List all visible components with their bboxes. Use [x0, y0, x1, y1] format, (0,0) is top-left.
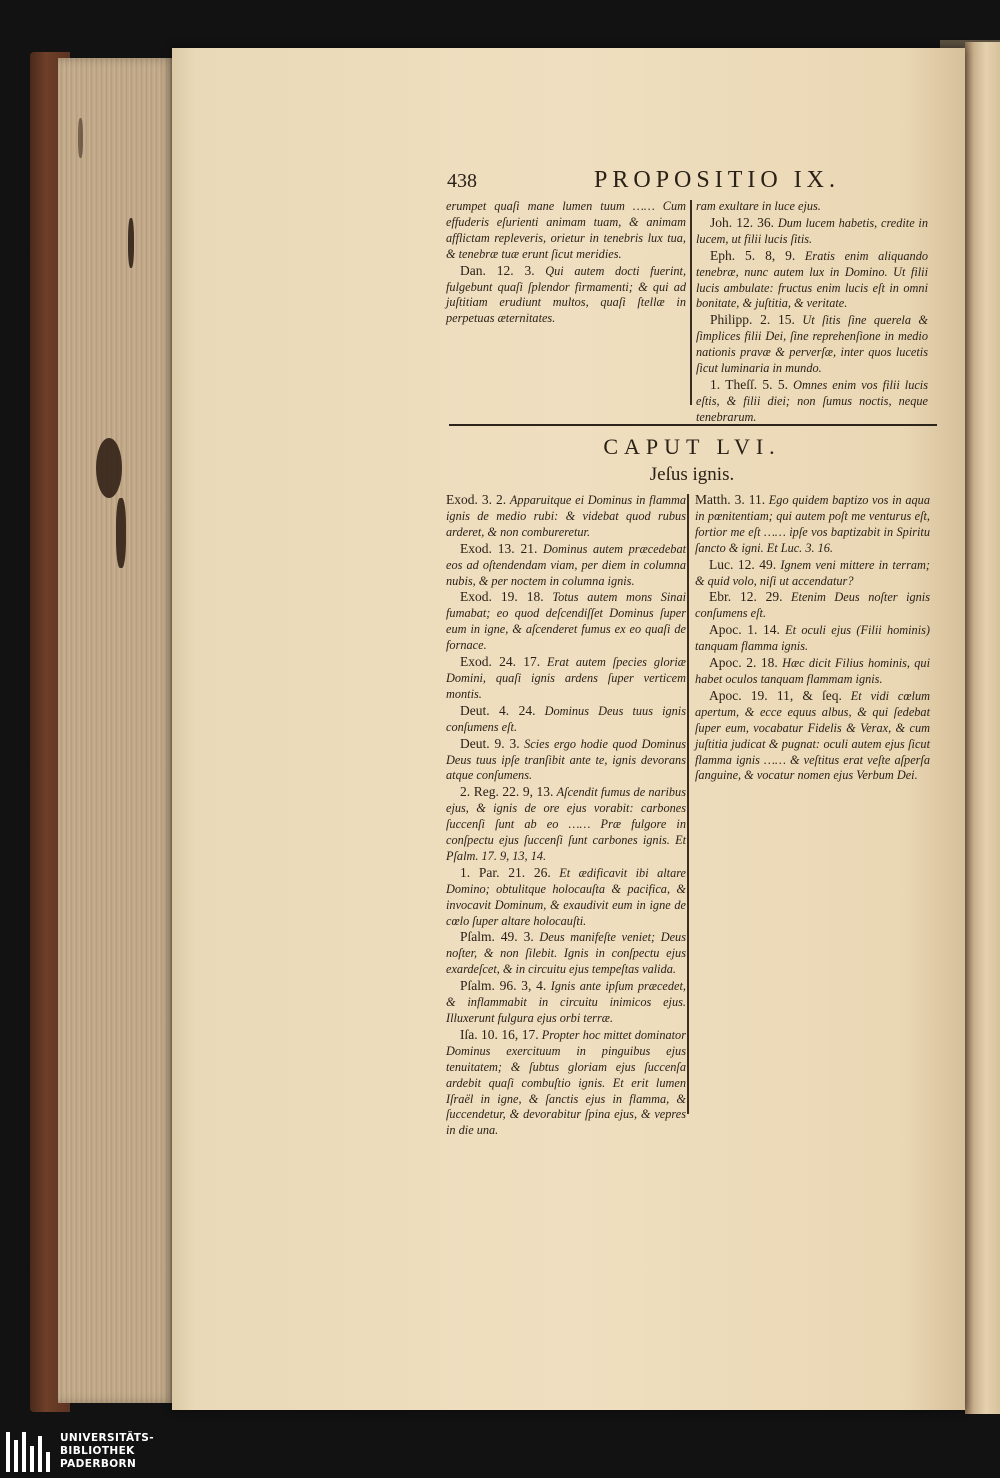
column-divider	[687, 494, 689, 1114]
top-left-column	[446, 199, 686, 327]
column-divider	[690, 200, 692, 405]
verse-entry: Luc. 12. 49. Ignem veni mittere in terram; & quid volo, niſi ut accendatur?	[695, 556, 930, 588]
main-left-column	[446, 492, 686, 1139]
chapter-title: CAPUT LVI.	[603, 434, 781, 459]
library-logo-line: PADERBORN	[60, 1458, 137, 1470]
section-rule	[449, 424, 937, 426]
verse-entry: Pſalm. 96. 3, 4. Ignis ante ipſum præcedet, & inflammabit in circuitu inimicos ejus. Illuxerunt fulgura ejus orbi terræ.	[446, 978, 686, 1025]
verse-entry: Exod. 3. 2. Apparuitque ei Dominus in flamma ignis de medio rubi: & videbat quod rubus arderet, & non combureretur.	[446, 492, 687, 539]
verse-entry: Eph. 5. 8, 9. Eratis enim aliquando tenebræ, nunc autem lux in Domino. Ut filii lucis ambulate: fructus enim lucis eſt in omni bonitate, & juſtitia, & veritate.	[696, 247, 928, 311]
chapter-subtitle: Jeſus ignis.	[649, 464, 735, 485]
verse-entry: Iſa. 10. 16, 17. Propter hoc mittet dominator Dominus exercituum in pinguibus ejus tenuitatem; & ſubtus gloriam ejus ſuccenſa ardebit quaſi combuſtio ignis. Et erit lumen Iſraël in igne, & ſanctis ejus in flamma, & ſuccendetur, & devorabitur ſpina ejus, & vepres in die una.	[446, 1026, 686, 1138]
verse-entry: 2. Reg. 22. 9, 13. Aſcendit fumus de naribus ejus, & ignis de ore ejus vorabit: carbones ſuccenſi ſunt ab eo …… Præ fulgore in conſpectu ejus ſuccenſi ſunt carbones ignis. Et Pſalm. 17. 9, 13, 14.	[446, 784, 686, 863]
verse-entry: Exod. 13. 21. Dominus autem præcedebat eos ad oſtendendam viam, per diem in columna nubis, & per noctem in columna ignis.	[446, 540, 687, 588]
verse-entry: Apoc. 19. 11, & ſeq. Et vidi cœlum apertum, & ecce equus albus, & qui ſedebat ſuper eum, vocabatur Fidelis & Verax, & cum juſtitia judicat & pugnat: oculi autem ejus ſicut flamma ignis …… & veſtitus erat veſte aſperſa ſanguine, & vocatur nomen ejus Verbum Dei.	[695, 687, 931, 783]
verse-entry: Ebr. 12. 29. Etenim Deus noſter ignis conſumens eſt.	[695, 589, 930, 621]
page-number: 438	[447, 170, 477, 192]
verse-entry: Joh. 12. 36. Dum lucem habetis, credite in lucem, ut filii lucis ſitis.	[696, 214, 929, 246]
verse-entry: 1. Par. 21. 26. Et ædificavit ibi altare Domino; obtulitque holocauſta & pacifica, & invocavit Dominum, & exaudivit eum in igne de cœlo ſuper altare holocauſti.	[446, 864, 686, 928]
verse-entry: Pſalm. 49. 3. Deus manifeſte veniet; Deus noſter, & non ſilebit. Ignis in conſpectu ejus exardeſcet, & in circuitu ejus tempeſtas valida.	[446, 929, 686, 977]
library-logo	[6, 1430, 155, 1472]
verse-entry: Exod. 19. 18. Totus autem mons Sinai fumabat; eo quod deſcendiſſet Dominus ſuper eum in igne, & aſcenderet fumus ex eo quaſi de fornace.	[446, 589, 687, 653]
verse-entry: Dan. 12. 3. Qui autem docti fuerint, fulgebunt quaſi ſplendor firmamenti; & qui ad juſtitiam erudiunt multos, quaſi ſtellæ in perpetuas æternitates.	[446, 262, 687, 326]
verse-entry: Apoc. 2. 18. Hæc dicit Filius hominis, qui habet oculos tanquam flammam ignis.	[695, 655, 930, 686]
library-logo-line: BIBLIOTHEK	[60, 1445, 135, 1457]
verse-entry: Apoc. 1. 14. Et oculi ejus (Filii hominis) tanquam flamma ignis.	[695, 622, 930, 654]
verse-entry: erumpet quaſi mane lumen tuum …… Cum effuderis eſurienti animam tuam, & animam afflictam repleveris, orietur in tenebris lux tua, & tenebræ tuæ erunt ſicut meridies.	[446, 199, 686, 261]
ink-stain	[128, 218, 134, 268]
library-logo-mark-icon	[6, 1432, 50, 1472]
page-stack-edge	[58, 58, 176, 1403]
verse-entry: Deut. 9. 3. Scies ergo hodie quod Dominus Deus tuus ipſe tranſibit ante te, ignis devorans atque conſumens.	[446, 735, 687, 783]
main-right-column	[695, 492, 930, 784]
facing-page-edge	[965, 42, 1000, 1414]
verse-entry: Exod. 24. 17. Erat autem ſpecies gloriæ Domini, quaſi ignis ardens ſuper verticem montis.	[446, 654, 686, 701]
ink-stain	[116, 498, 126, 568]
verse-entry: Philipp. 2. 15. Ut ſitis ſine querela & ſimplices filii Dei, ſine reprehenſione in medio nationis pravæ & perverſæ, inter quos lucetis ſicut luminaria in mundo.	[696, 312, 928, 376]
verse-entry: Matth. 3. 11. Ego quidem baptizo vos in aqua in pœnitentiam; qui autem poſt me venturus eſt, fortior me eſt …… ipſe vos baptizabit in Spiritu ſancto & igni. Et Luc. 3. 16.	[695, 492, 930, 555]
verse-entry: 1. Theſſ. 5. 5. Omnes enim vos filii lucis eſtis, & filii diei; non ſumus noctis, neque tenebrarum.	[696, 376, 928, 424]
verse-entry: ram exultare in luce ejus.	[696, 199, 821, 213]
top-right-column	[696, 199, 928, 426]
running-head: PROPOSITIO IX.	[594, 167, 841, 193]
verse-entry: Deut. 4. 24. Dominus Deus tuus ignis conſumens eſt.	[446, 702, 687, 734]
ink-stain	[96, 438, 122, 498]
ink-stain	[78, 118, 83, 158]
library-logo-line: UNIVERSITÄTS-	[60, 1432, 155, 1444]
